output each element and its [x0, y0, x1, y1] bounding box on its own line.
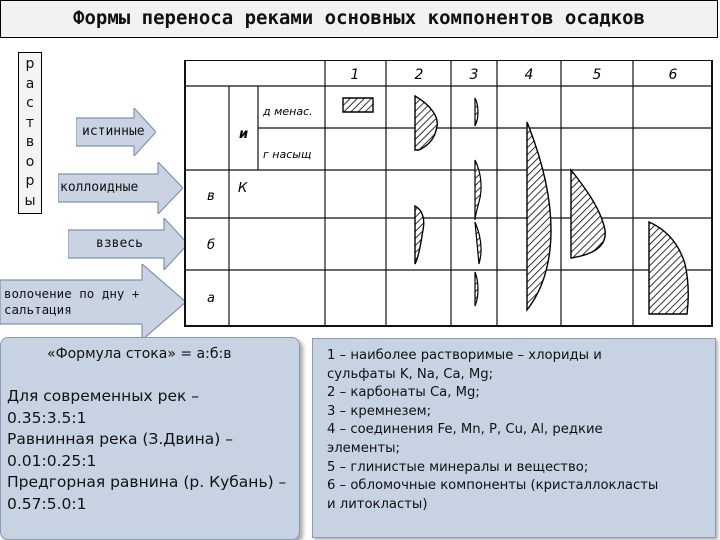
column-header-2: 2 — [414, 67, 424, 83]
page-title: Формы переноса реками основных компонентов осадков — [73, 7, 645, 29]
formula-line: 0.01:0.25:1 — [7, 451, 97, 470]
rastvory-letter: р — [25, 173, 35, 189]
title-bar — [0, 0, 718, 38]
formula-line: 0.57:5.0:1 — [7, 494, 87, 513]
formula-lines — [7, 386, 286, 515]
legend-line: сульфаты K, Na, Ca, Mg; — [327, 366, 494, 382]
legend-line: и литокласты) — [327, 496, 428, 512]
arrow-label: истинные — [82, 124, 145, 139]
row-label-k: К — [238, 181, 248, 196]
legend-line: 4 – соединения Fe, Mn, P, Cu, Al, редкие — [327, 422, 603, 438]
legend-panel — [312, 338, 716, 538]
rastvory-letter: р — [25, 56, 35, 72]
row-label-b: б — [207, 238, 216, 253]
arrow-label: коллоидные — [60, 180, 139, 195]
column-header-3: 3 — [469, 67, 479, 83]
legend-line: 6 – обломочные компоненты (кристаллокласты — [327, 478, 659, 494]
rastvory-letter: с — [26, 95, 34, 111]
transport-forms-diagram — [183, 60, 720, 330]
arrow-kolloidnye — [58, 162, 183, 214]
legend-line: 3 – кремнезем; — [327, 403, 432, 419]
row-label-v: в — [207, 189, 215, 204]
arrow-label-line2: сальтация — [4, 302, 72, 317]
arrow-label: взвесь — [96, 236, 143, 251]
arrow-istinnye — [76, 108, 156, 156]
row-label-i: и — [239, 127, 249, 142]
rastvory-letter: в — [25, 134, 35, 150]
arrow-label — [4, 286, 139, 318]
column-header-6: 6 — [668, 67, 678, 83]
column-header-5: 5 — [592, 67, 602, 83]
diagram-svg — [183, 60, 720, 330]
row-label-a: а — [207, 291, 215, 306]
shape-col1-dissolved — [343, 98, 373, 112]
arrow-label-line1: волочение по дну + — [4, 286, 140, 301]
rastvory-letter: т — [25, 114, 35, 131]
sublabel-g: г насыщ — [263, 148, 312, 161]
rastvory-letter: ы — [24, 192, 36, 209]
legend-line: 1 – наиболее растворимые – хлориды и — [327, 348, 602, 363]
arrow-vzves — [68, 218, 188, 270]
sublabel-d: д менас. — [263, 105, 313, 118]
formula-line: Для современных рек – — [7, 387, 200, 405]
formula-line: Равнинная река (З.Двина) – — [7, 430, 233, 448]
rastvory-letter: о — [25, 153, 35, 170]
legend-line: элементы; — [327, 440, 401, 456]
column-header-1: 1 — [350, 67, 360, 83]
formula-panel — [0, 337, 300, 540]
rastvory-vertical-label — [18, 52, 42, 214]
column-header-4: 4 — [524, 67, 534, 83]
legend-line: 2 – карбонаты Ca, Mg; — [327, 385, 480, 401]
formula-line: Предгорная равнина (р. Кубань) – — [7, 473, 287, 491]
rastvory-letter: а — [25, 75, 35, 92]
legend-line: 5 – глинистые минералы и вещество; — [327, 459, 589, 475]
arrow-volochenie — [0, 264, 186, 340]
legend-lines — [327, 347, 658, 514]
formula-title: «Формула стока» = а:б:в — [47, 346, 232, 362]
formula-line: 0.35:3.5:1 — [7, 408, 87, 427]
